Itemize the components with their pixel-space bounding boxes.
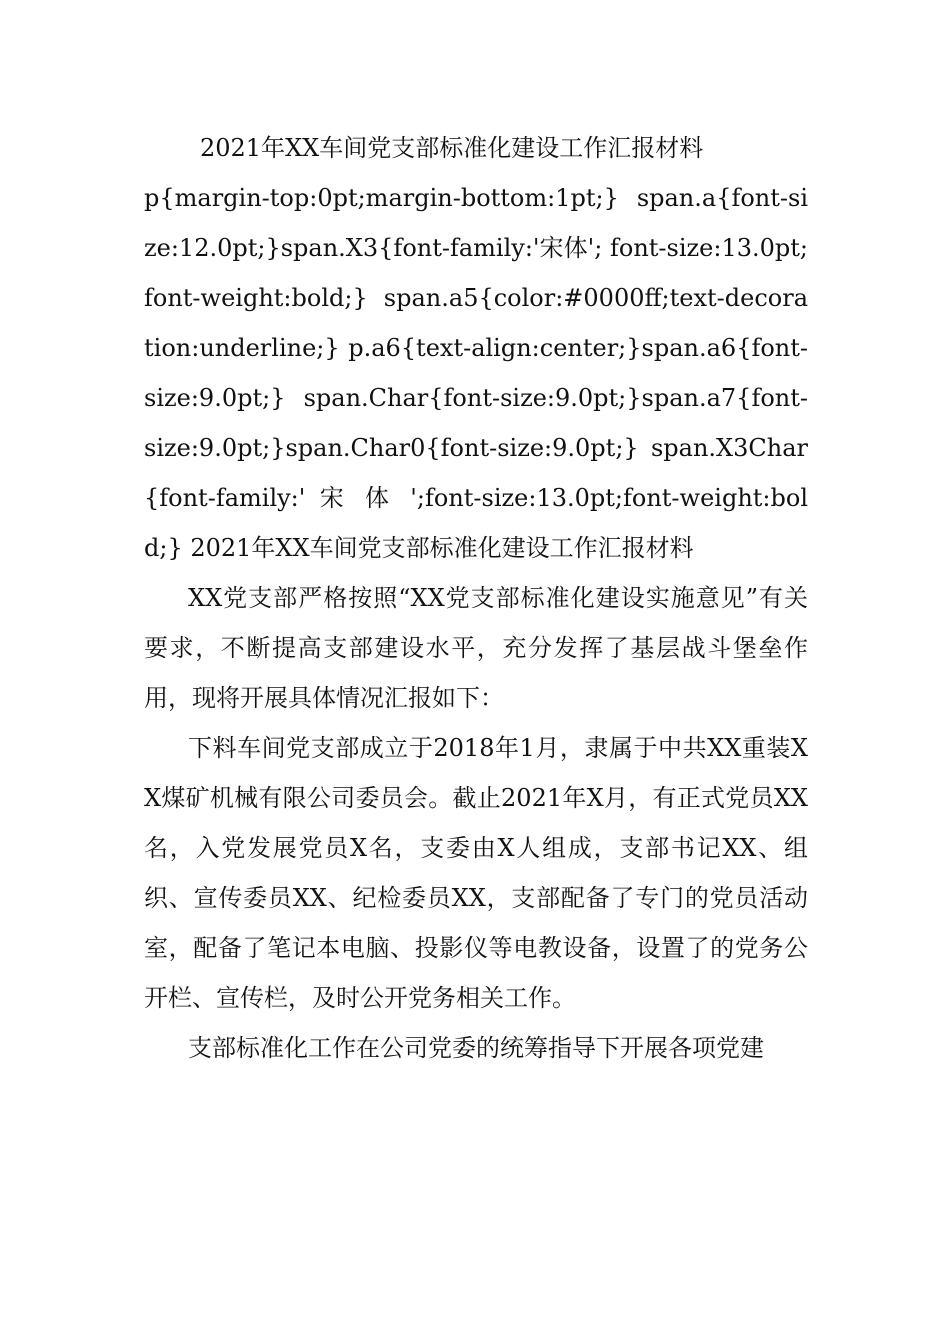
style-code-text: p{margin-top:0pt;margin-bottom:1pt;} span.a{font-size:12.0pt;}span.X3{font-family:'宋体'; font-size:13.0pt;font-weight:bold;} span.a5{color:#0000ff;text-decoration:underline;} p.a6{text-align:center;}span.a6{font-size:9.0pt;} span.Char{font-size:9.0pt;}span.a7{font-size:9.0pt;}span.Char0{font-size:9.0pt;} span.X3Char{font-family:' 宋 体 ';font-size:13.0pt;font-weight:bold;} 2021年XX车间党支部标准化建设工作汇报材料 xyxy=(144,184,808,562)
paragraph-standardization: 支部标准化工作在公司党委的统筹指导下开展各项党建 xyxy=(188,1034,764,1062)
paragraph-overview: 下料车间党支部成立于2018年1月，隶属于中共XX重装XX煤矿机械有限公司委员会。截止2021年X月，有正式党员XX名，入党发展党员X名，支委由X人组成，支部书记XX、组织、宣传委员XX、纪检委员XX，支部配备了专门的党员活动室，配备了笔记本电脑、投影仪等电教设备，设置了的党务公开栏、宣传栏，及时公开党务相关工作。 xyxy=(144,734,808,1012)
paragraph-intro: XX党支部严格按照“XX党支部标准化建设实施意见”有关要求，不断提高支部建设水平，充分发挥了基层战斗堡垒作用，现将开展具体情况汇报如下： xyxy=(144,584,808,712)
document-title: 2021年XX车间党支部标准化建设工作汇报材料 xyxy=(200,134,704,162)
document-body xyxy=(144,123,808,1073)
